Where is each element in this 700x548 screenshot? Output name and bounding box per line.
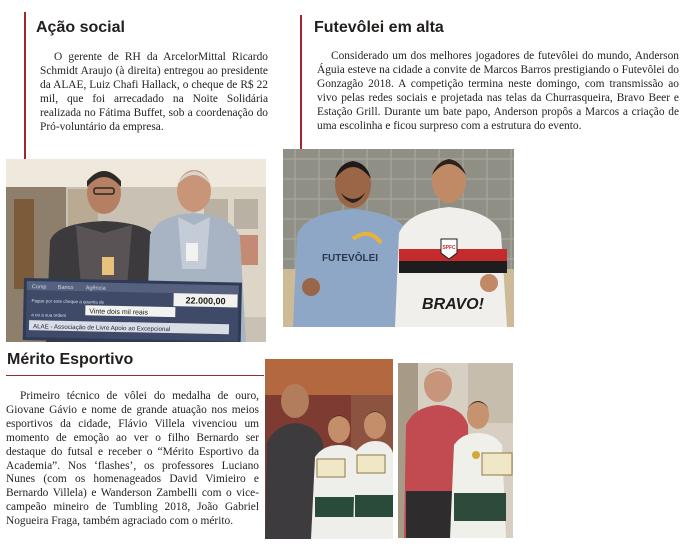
futevolei-photo (283, 149, 514, 327)
cheque-pay-line: Pague por este cheque a quantia de (31, 298, 105, 305)
acao-social-title: Ação social (36, 19, 125, 36)
cheque-header-agencia: Agência (85, 285, 106, 292)
merito-title-rule (6, 375, 264, 376)
merito-body: Primeiro técnico de vôlei do medalha de ouro, Giovane Gávio e nome de grande atuação nos meios esportivos da cidade, Flávio Villela vivenciou um momento de emoção ao ver o filho Bernardo ser destaque do futsal e receber o “Mérito Esportivo da Academia”. Nos ‘flashes’, os professores Luciano Nunes (com os homenageados David Vimieiro e Bernardo Villela) e Wanderson Zambelli com o vice-campeão mineiro de Tumbling 2018, João Gabriel Nogueira Fraga, também agraciado com o mérito. (6, 390, 259, 528)
acao-social-accent-rule (24, 12, 26, 160)
cheque-payee: ALAE - Associação de Livre Apoio ao Excepcional (32, 323, 171, 334)
acao-social-photo (6, 159, 266, 342)
merito-photo-left (265, 359, 393, 539)
futevolei-title: Futevôlei em alta (314, 19, 444, 36)
cheque-amount: 22.000,00 (185, 295, 226, 307)
crest-text: SPFC (442, 245, 456, 251)
futevolei-body: Considerado um dos melhores jogadores de futevôlei do mundo, Anderson Águia esteve na cidade a convite de Marcos Barros prestigiando o Futevôlei do Gonzagão 2018. A competição termina neste domingo, com transmissão ao vivo pelas redes sociais e projetada nas telas da Churrasqueira, Bravo Beer e Estação Grill. Durante um bate papo, Anderson propôs a Marcos a criação de uma escolinha e ficou surpreso com a estrutura do evento. (317, 50, 679, 132)
shirt-text: FUTEVÔLEI (321, 253, 379, 264)
cheque-header-banco: Banco (57, 284, 74, 292)
acao-social-body: O gerente de RH da ArcelorMittal Ricardo Schmidt Araujo (à direita) entregou ao presidente da ALAE, Luiz Chafi Hallack, o cheque de R$ 22 mil, que foi arrecadado na Noite Solidária realizada no Fátima Buffet, sob a coordenação do Pró-voluntário da empresa. (40, 51, 268, 133)
cheque-header-comp: Comp (31, 284, 47, 291)
futevolei-accent-rule (300, 15, 302, 150)
merito-photo-right (398, 363, 513, 538)
cheque-order-line: a ou à sua ordem (31, 312, 67, 318)
cheque-words: Vinte dois mil reais (89, 308, 148, 317)
jersey-text: BRAVO! (422, 296, 484, 313)
merito-title: Mérito Esportivo (7, 351, 134, 368)
